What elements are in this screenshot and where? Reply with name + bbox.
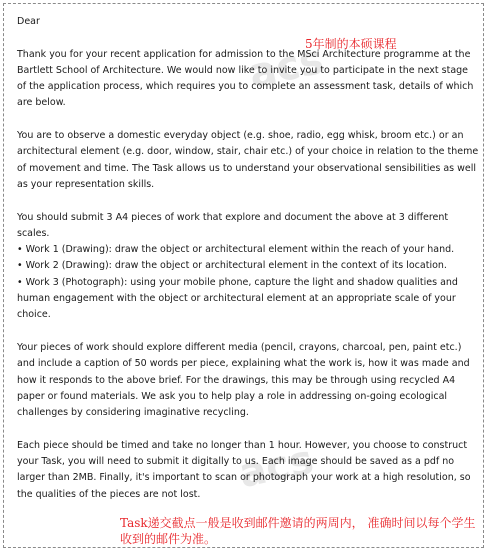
watermark-logo: acs [235,436,318,498]
annotation-top: 5年制的本硕课程 [305,37,397,51]
paragraph-media: Your pieces of work should explore different media (pencil, crayons, charcoal, pen, paint etc.) and include a caption of 50 words per piece, explaining what the work is, how it was made and how it responds to the above brief. For the drawings, this may be through using recycled A4 paper or found materials. We ask you to help play a role in addressing on-going ecological challenges by considering imaginative recycling. [17,341,470,419]
annotation-bottom: Task递交截点一般是收到邮件邀请的两周内， 准确时间以每个学生收到的邮件为准。 [120,516,476,546]
letter-body [17,14,479,519]
bullet-work-1: • Work 1 (Drawing): draw the object or architectural element within the reach of your hand. [17,244,455,256]
bullet-work-2: • Work 2 (Drawing): draw the object or architectural element in the context of its location. [17,260,447,272]
bullet-work-3: • Work 3 (Photograph): using your mobile phone, capture the light and shadow qualities and human engagement with the object or architectural element at an appropriate scale of your choice. [17,276,458,321]
paragraph-timing: Each piece should be timed and take no longer than 1 hour. However, you choose to construct your Task, you will need to submit it digitally to us. Each image should be saved as a pdf no larger than 2MB. Finally, it's important to scan or photograph your work at a high resolution, so the qualities of the pieces are not lost. [17,439,471,500]
paragraph-submission: You should submit 3 A4 pieces of work that explore and document the above at 3 different scales. [17,211,449,239]
paragraph-intro: Thank you for your recent application for admission to the MSci Architecture programme at the Bartlett School of Architecture. We would now like to invite you to participate in the next stage of the application process, which requires you to complete an assessment task, details of which are below. [17,48,474,109]
paragraph-task-description: You are to observe a domestic everyday object (e.g. shoe, radio, egg whisk, broom etc.) or an architectural element (e.g. door, window, stair, chair etc.) of your choice in relation to the theme of movement and time. The Task allows us to understand your observational sensibilities as well as your representation skills. [17,130,479,190]
watermark-logo: acs [245,36,328,98]
letter-greeting: Dear [17,16,40,27]
